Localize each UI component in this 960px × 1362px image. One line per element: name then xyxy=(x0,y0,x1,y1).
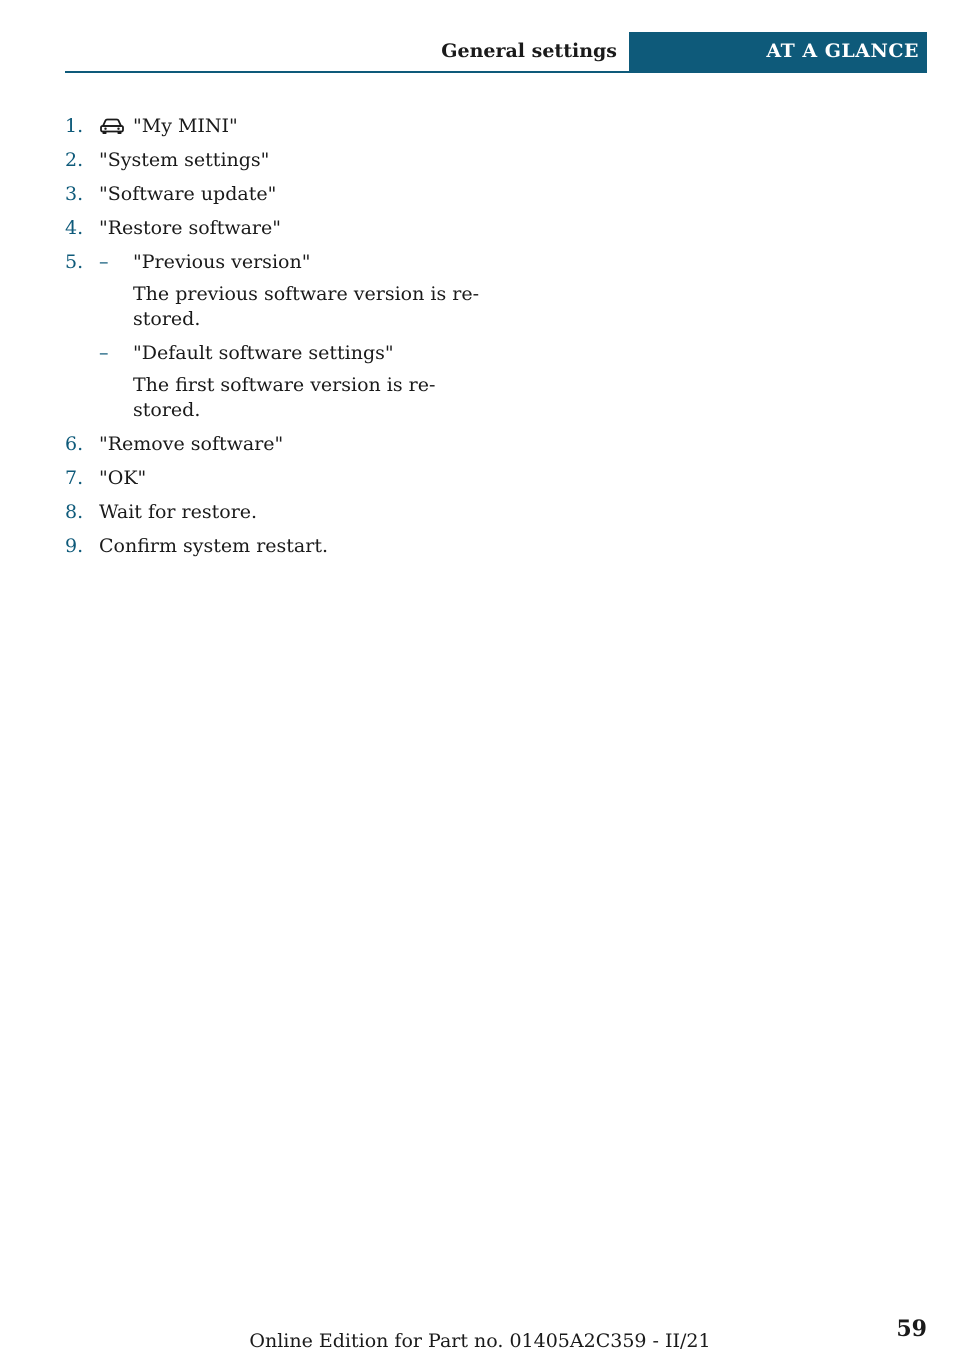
page-title: General settings xyxy=(441,40,617,62)
steps-list xyxy=(65,114,485,568)
step-text: Confirm system restart. xyxy=(99,535,328,557)
step-text: "OK" xyxy=(99,467,147,489)
list-item xyxy=(65,114,485,139)
option-description: The previous software version is re-stored. xyxy=(133,283,479,330)
list-item xyxy=(65,466,485,491)
sub-list-item xyxy=(99,250,485,332)
step-number: 5. xyxy=(65,251,84,273)
step-number: 6. xyxy=(65,433,84,455)
car-icon xyxy=(99,117,125,135)
page-number: 59 xyxy=(896,1316,927,1342)
step-number: 8. xyxy=(65,501,84,523)
list-item xyxy=(65,216,485,241)
step-text: Wait for restore. xyxy=(99,501,258,523)
edition-footer: Online Edition for Part no. 01405A2C359 - II/21 xyxy=(249,1330,711,1352)
step-text: "Software update" xyxy=(99,183,277,205)
dash-bullet: – xyxy=(99,251,109,273)
step-text: "Remove software" xyxy=(99,433,284,455)
list-item xyxy=(65,432,485,457)
list-item xyxy=(65,250,485,423)
option-description: The first software version is re-stored. xyxy=(133,374,436,421)
step-number: 9. xyxy=(65,535,84,557)
list-item xyxy=(65,182,485,207)
list-item xyxy=(65,500,485,525)
sub-list-item xyxy=(99,341,485,423)
option-label: "Previous version" xyxy=(133,251,311,273)
step-number: 2. xyxy=(65,149,84,171)
option-label: "Default software settings" xyxy=(133,342,394,364)
step-text: "My MINI" xyxy=(133,115,238,137)
step-text: "Restore software" xyxy=(99,217,281,239)
step-number: 4. xyxy=(65,217,84,239)
step-number: 7. xyxy=(65,467,84,489)
page-header xyxy=(65,32,927,73)
sub-list xyxy=(99,250,485,423)
step-text: "System settings" xyxy=(99,149,270,171)
section-tab: AT A GLANCE xyxy=(629,32,927,71)
dash-bullet: – xyxy=(99,342,109,364)
step-number: 3. xyxy=(65,183,84,205)
list-item xyxy=(65,148,485,173)
step-number: 1. xyxy=(65,115,84,137)
list-item xyxy=(65,534,485,559)
